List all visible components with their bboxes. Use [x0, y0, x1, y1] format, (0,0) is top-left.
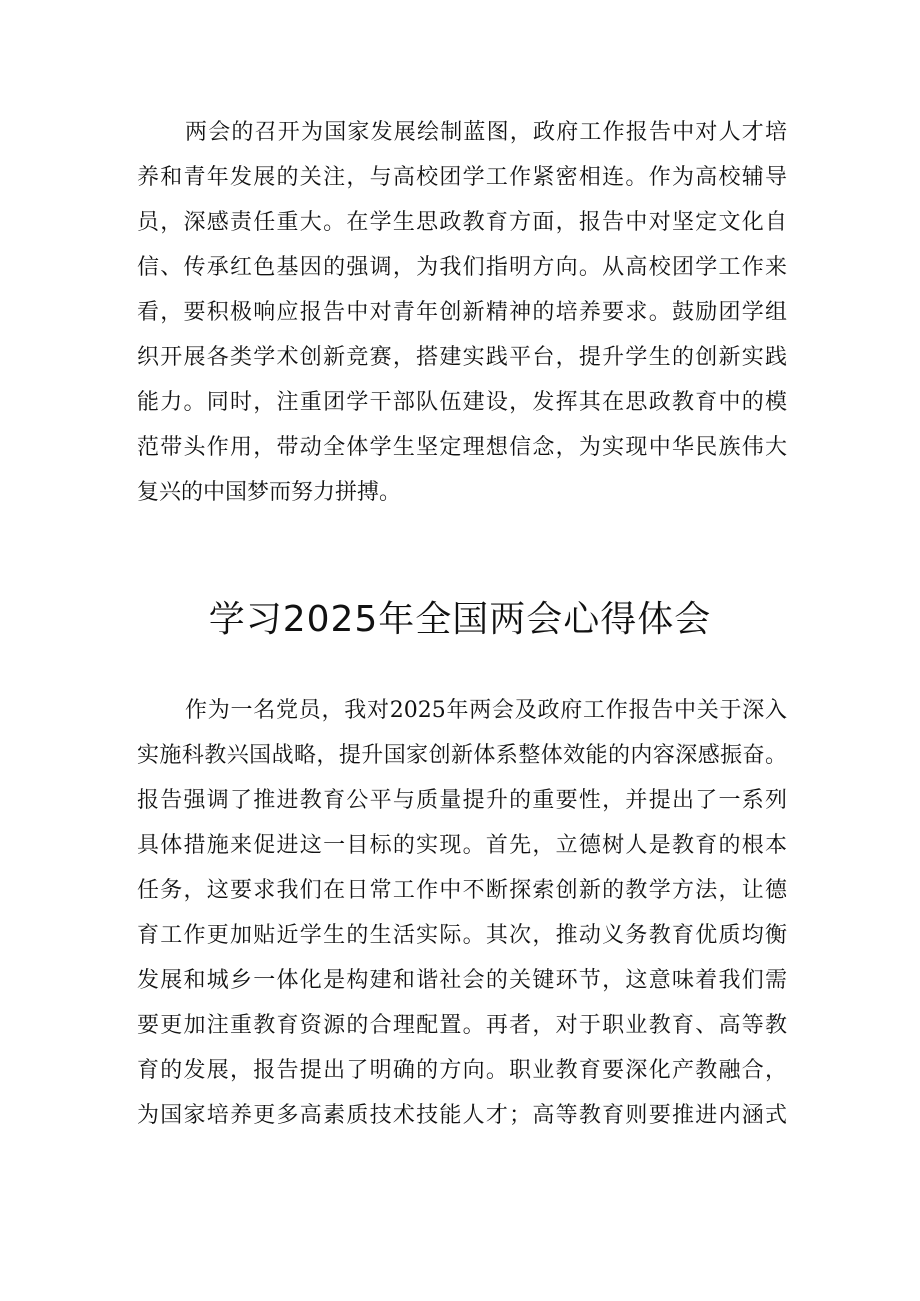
text-line: 范带头作用，带动全体学生坚定理想信念，为实现中华民族伟大 — [137, 435, 787, 460]
text-line: 为国家培养更多高素质技术技能人才；高等教育则要推进内涵式 — [137, 1103, 787, 1128]
text-line: 实施科教兴国战略，提升国家创新体系整体效能的内容深感振奋。 — [137, 743, 787, 768]
text-line: 员，深感责任重大。在学生思政教育方面，报告中对坚定文化自 — [137, 210, 787, 235]
text-line: 具体措施来促进这一目标的实现。首先，立德树人是教育的根本 — [137, 833, 787, 858]
paragraph-reflection-party-member — [137, 688, 787, 1138]
text-line: 发展和城乡一体化是构建和谐社会的关键环节，这意味着我们需 — [137, 968, 787, 993]
text-line: 能力。同时，注重团学干部队伍建设，发挥其在思政教育中的模 — [137, 390, 787, 415]
text-line: 报告强调了推进教育公平与质量提升的重要性，并提出了一系列 — [137, 788, 787, 813]
section-title: 学习2025年全国两会心得体会 — [208, 599, 712, 640]
text-line: 复兴的中国梦而努力拼搏。 — [137, 480, 402, 505]
text-line: 两会的召开为国家发展绘制蓝图，政府工作报告中对人才培 — [185, 120, 787, 145]
text-line: 养和青年发展的关注，与高校团学工作紧密相连。作为高校辅导 — [137, 165, 787, 190]
text-line: 要更加注重教育资源的合理配置。再者，对于职业教育、高等教 — [137, 1013, 787, 1038]
text-line: 看，要积极响应报告中对青年创新精神的培养要求。鼓励团学组 — [137, 300, 787, 325]
text-line: 织开展各类学术创新竞赛，搭建实践平台，提升学生的创新实践 — [137, 345, 787, 370]
text-line: 任务，这要求我们在日常工作中不断探索创新的教学方法，让德 — [137, 878, 787, 903]
text-line: 作为一名党员，我对2025年两会及政府工作报告中关于深入 — [185, 698, 787, 723]
text-line: 育的发展，报告提出了明确的方向。职业教育要深化产教融合， — [137, 1058, 787, 1083]
text-line: 育工作更加贴近学生的生活实际。其次，推动义务教育优质均衡 — [137, 923, 787, 948]
paragraph-reflection-counselor — [137, 110, 787, 515]
text-line: 信、传承红色基因的强调，为我们指明方向。从高校团学工作来 — [137, 255, 787, 280]
